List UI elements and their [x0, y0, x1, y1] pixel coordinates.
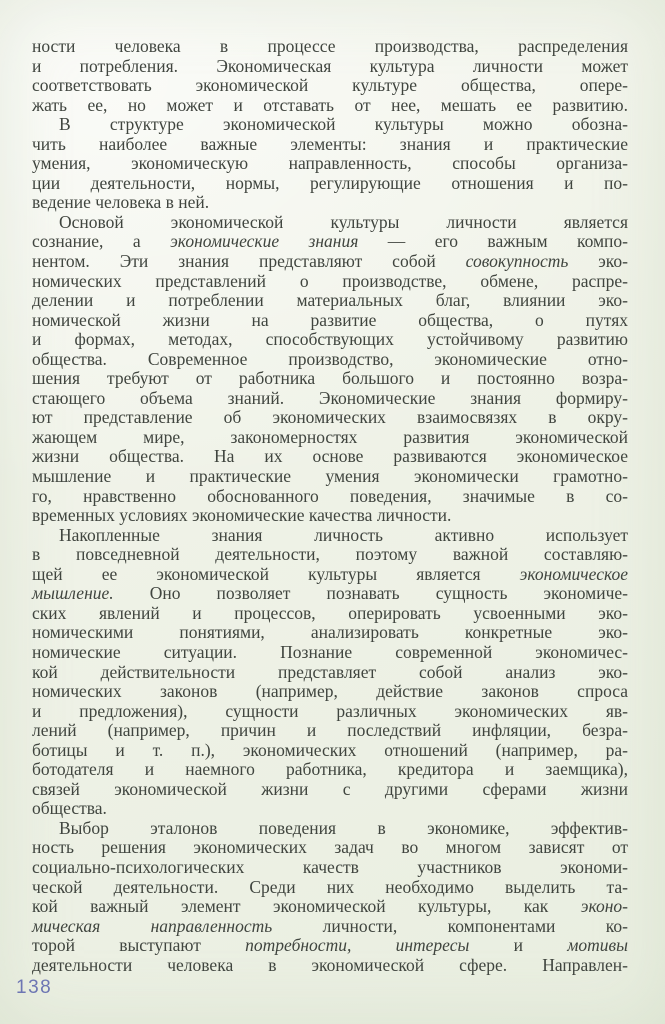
body-text: нентом. Эти знания представляют собой — [32, 251, 466, 272]
body-text: мышление и практические умения экономически грамотно- — [32, 466, 628, 487]
text-line — [32, 330, 628, 350]
page-text — [32, 37, 628, 975]
text-line — [32, 408, 628, 428]
text-line — [32, 350, 628, 370]
text-line — [32, 135, 628, 155]
text-line — [32, 428, 628, 448]
body-text: щей ее экономической культуры является — [32, 563, 520, 584]
body-text: В структуре экономической культуры можно обозна- — [59, 114, 628, 135]
text-line — [32, 819, 628, 839]
text-line — [32, 76, 628, 96]
text-line — [32, 369, 628, 389]
body-text: кой действительности представляет собой анализ эко- — [32, 661, 628, 682]
body-text: жизни общества. На их основе развиваются экономическое — [32, 446, 628, 467]
body-text: ботодателя и наемного работника, кредитора и заемщика), — [32, 759, 628, 780]
body-text: сознание, а — [32, 231, 171, 252]
body-text: делении и потреблении материальных благ, влиянии эко- — [32, 290, 628, 311]
text-line — [32, 115, 628, 135]
body-text: стающего объема знаний. Экономические знания формиру- — [32, 387, 628, 408]
text-line — [32, 154, 628, 174]
body-text: эко- — [568, 251, 628, 272]
text-line — [32, 956, 628, 976]
body-text: деятельности человека в экономической сфере. Направлен- — [32, 954, 628, 975]
paragraph — [32, 213, 628, 526]
text-line — [32, 741, 628, 761]
body-text: социально-психологических качеств участников экономи- — [32, 856, 628, 877]
body-text: ности человека в процессе производства, распределения — [32, 36, 628, 56]
text-line — [32, 213, 628, 233]
text-line — [32, 878, 628, 898]
body-text: го, нравственно обоснованного поведения, значимые в со- — [32, 485, 628, 506]
body-text: Основой экономической культуры личности является — [59, 211, 628, 232]
text-line — [32, 272, 628, 292]
body-text: Выбор эталонов поведения в экономике, эффектив- — [59, 817, 628, 838]
body-text: номические ситуации. Познание современной экономичес- — [32, 641, 628, 662]
text-line — [32, 799, 628, 819]
body-text: кой важный элемент экономической культуры, как — [32, 896, 581, 917]
body-text: ведение человека в ней. — [32, 192, 210, 213]
italic-text: эконо- — [580, 896, 628, 917]
italic-text: совокупность — [465, 251, 569, 272]
text-line — [32, 506, 628, 526]
body-text: номическими понятиями, анализировать конкретные эко- — [32, 622, 628, 643]
text-line — [32, 897, 628, 917]
text-line — [32, 643, 628, 663]
body-text: умения, экономическую направленность, способы организа- — [32, 153, 628, 174]
body-text: номической жизни на развитие общества, о путях — [32, 309, 628, 330]
body-text: торой выступают — [32, 935, 246, 956]
text-line — [32, 232, 628, 252]
text-line — [32, 663, 628, 683]
text-line — [32, 252, 628, 272]
text-line — [32, 291, 628, 311]
page-number: 138 — [16, 977, 53, 998]
body-text: и — [469, 935, 568, 956]
body-text: в повседневной деятельности, поэтому важной составляю- — [32, 544, 628, 565]
body-text: лений (например, причин и последствий инфляции, безра- — [32, 720, 628, 741]
text-line — [32, 780, 628, 800]
body-text: — его важным компо- — [358, 231, 629, 252]
body-text: ских явлений и процессов, оперировать усвоенными эко- — [32, 602, 628, 623]
text-line — [32, 917, 628, 937]
text-line — [32, 623, 628, 643]
text-line — [32, 584, 628, 604]
text-line — [32, 467, 628, 487]
text-line — [32, 174, 628, 194]
body-text: ют представление об экономических взаимосвязях в окру- — [32, 407, 628, 428]
text-line — [32, 858, 628, 878]
body-text: ность решения экономических задач во многом зависят от — [32, 837, 628, 858]
body-text: номических представлений о производстве, обмене, распре- — [32, 270, 628, 291]
body-text: ботицы и т. п.), экономических отношений (например, ра- — [32, 739, 628, 760]
body-text: и потребления. Экономическая культура личности может — [32, 55, 628, 76]
text-line — [32, 702, 628, 722]
italic-text: экономическое — [519, 563, 628, 584]
italic-text: экономические знания — [170, 231, 359, 252]
body-text: ческой деятельности. Среди них необходимо выделить та- — [32, 876, 628, 897]
italic-text: мическая направленность — [32, 915, 273, 936]
body-text: соответствовать экономической культуре общества, опере- — [32, 75, 628, 96]
body-text: жать ее, но может и отставать от нее, мешать ее развитию. — [32, 94, 628, 115]
text-line — [32, 838, 628, 858]
body-text: временных условиях экономические качества личности. — [32, 505, 452, 526]
body-text: шения требуют от работника большого и постоянно возра- — [32, 368, 628, 389]
text-line — [32, 526, 628, 546]
body-text: ции деятельности, нормы, регулирующие отношения и по- — [32, 172, 628, 193]
body-text: и предложения), сущности различных экономических яв- — [32, 700, 628, 721]
paragraph — [32, 819, 628, 975]
text-line — [32, 57, 628, 77]
text-line — [32, 682, 628, 702]
body-text: номических законов (например, действие законов спроса — [32, 681, 628, 702]
text-line — [32, 760, 628, 780]
text-line — [32, 311, 628, 331]
text-line — [32, 389, 628, 409]
text-line — [32, 545, 628, 565]
paragraph — [32, 37, 628, 115]
paragraph — [32, 115, 628, 213]
body-text: общества. — [32, 798, 107, 819]
italic-text: потребности, интересы — [245, 935, 470, 956]
italic-text: мотивы — [567, 935, 628, 956]
text-line — [32, 447, 628, 467]
body-text: чить наиболее важные элементы: знания и практические — [32, 133, 628, 154]
text-line — [32, 37, 628, 57]
body-text: личности, компонентами ко- — [272, 915, 628, 936]
text-line — [32, 96, 628, 116]
body-text: жающем мире, закономерностях развития экономической — [32, 426, 628, 447]
text-line — [32, 721, 628, 741]
paragraph — [32, 526, 628, 819]
body-text: общества. Современное производство, экономические отно- — [32, 348, 628, 369]
italic-text: мышление. — [32, 583, 114, 604]
body-text: Накопленные знания личность активно использует — [59, 524, 628, 545]
text-line — [32, 604, 628, 624]
text-line — [32, 565, 628, 585]
body-text: связей экономической жизни с другими сферами жизни — [32, 778, 628, 799]
text-line — [32, 193, 628, 213]
body-text: и формах, методах, способствующих устойчивому развитию — [32, 329, 628, 350]
text-line — [32, 936, 628, 956]
text-line — [32, 487, 628, 507]
body-text: Оно позволяет познавать сущность экономиче- — [113, 583, 628, 604]
